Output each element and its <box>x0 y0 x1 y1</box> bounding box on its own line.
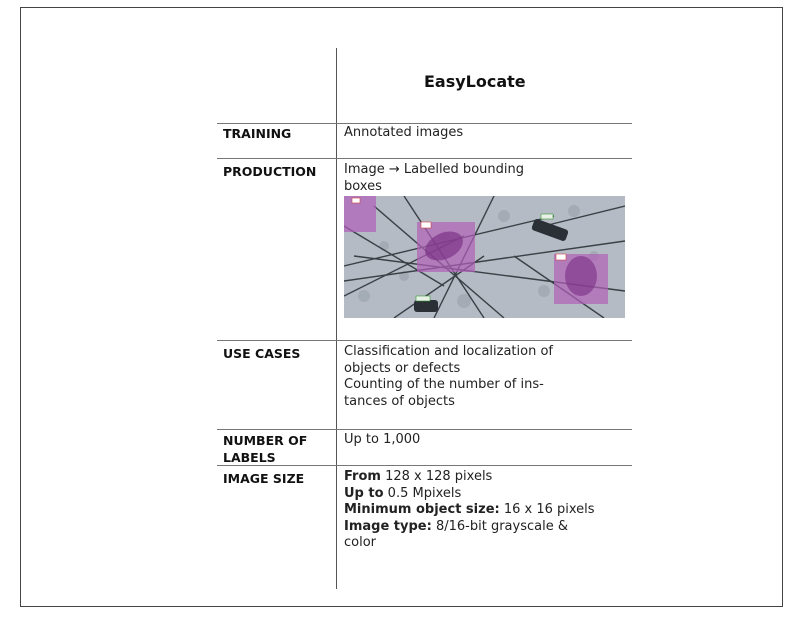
bold-term: Up to <box>344 485 384 501</box>
value-line: objects or defects <box>344 360 461 376</box>
row-label-training: TRAINING <box>223 126 292 141</box>
bold-term: Image type: <box>344 518 432 534</box>
annotated-capacitors-photo <box>344 196 625 318</box>
value-line: Annotated images <box>344 125 464 140</box>
row-value-image-size <box>344 469 634 552</box>
row-value-use-cases <box>344 344 634 410</box>
row-divider <box>217 123 632 124</box>
plain-text: color <box>344 535 377 550</box>
row-label-production: PRODUCTION <box>223 164 317 179</box>
image-size-line <box>344 469 634 486</box>
plain-text: 8/16-bit grayscale & <box>431 518 568 534</box>
plain-text: 16 x 16 pixels <box>499 502 595 517</box>
value-line: Counting of the number of ins- <box>344 377 544 392</box>
plain-text: 128 x 128 pixels <box>380 469 493 484</box>
row-value-production <box>344 162 634 195</box>
value-line: boxes <box>344 178 382 194</box>
value-line: Classification and localization of <box>344 344 553 359</box>
row-label-image-size: IMAGE SIZE <box>223 471 305 486</box>
row-divider <box>217 340 632 341</box>
value-line: Up to 1,000 <box>344 432 421 447</box>
row-label-use-cases: USE CASES <box>223 346 301 361</box>
row-value-number-of-labels <box>344 432 634 449</box>
column-divider <box>336 48 337 589</box>
value-line: tances of objects <box>344 393 455 409</box>
bold-term: Minimum object size: <box>344 502 500 517</box>
image-size-line <box>344 502 634 519</box>
image-size-line <box>344 535 634 552</box>
image-size-line <box>344 519 634 536</box>
table-title: EasyLocate <box>424 72 526 91</box>
row-value-training <box>344 125 634 142</box>
image-size-line <box>344 486 634 503</box>
row-label-number-of-labels <box>223 432 307 466</box>
row-divider <box>217 158 632 159</box>
label-line: NUMBER OF <box>223 433 308 448</box>
label-line: LABELS <box>223 450 276 465</box>
value-line: Image → Labelled bounding <box>344 162 524 177</box>
row-divider <box>217 429 632 430</box>
bold-term: From <box>344 469 381 484</box>
plain-text: 0.5 Mpixels <box>383 485 462 501</box>
